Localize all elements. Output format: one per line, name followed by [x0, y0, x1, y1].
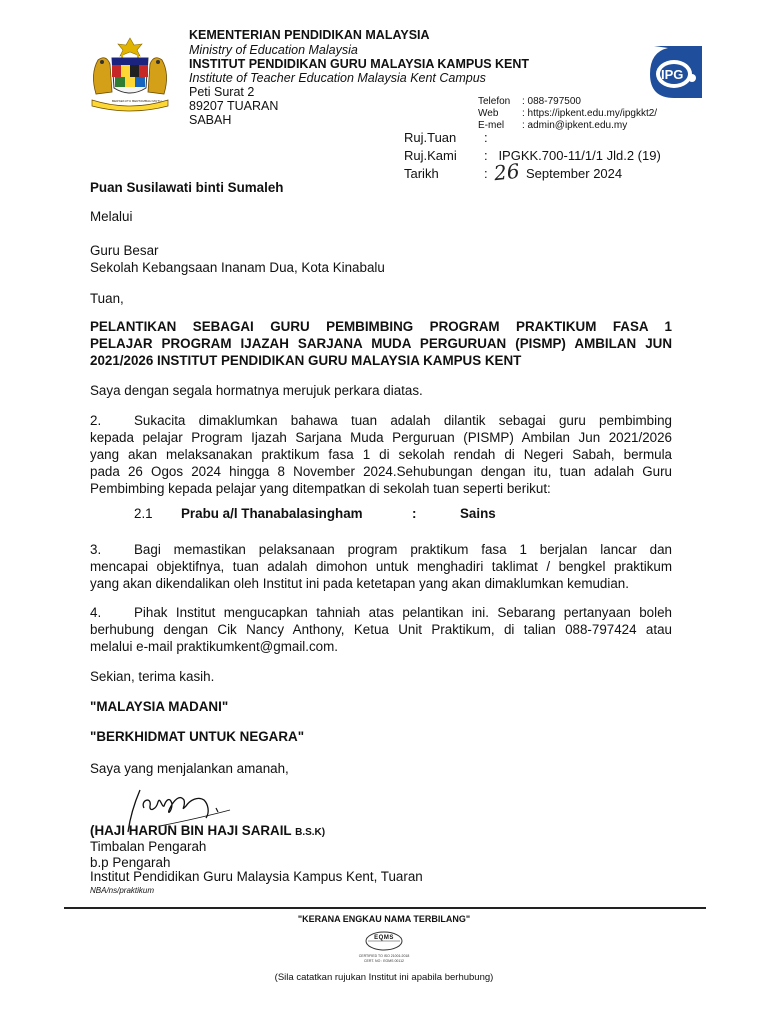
recipient-name: Puan Susilawati binti Sumaleh	[90, 180, 284, 195]
para4-line-1: Pihak Institut mengucapkan tahniah atas pelantikan ini. Sebarang pertanyaan boleh	[134, 605, 672, 620]
signatory-title-2: b.p Pengarah	[90, 855, 171, 870]
signatory-title-1: Timbalan Pengarah	[90, 839, 207, 854]
ministry-name-en: Ministry of Education Malaysia	[189, 43, 358, 57]
item-2-1-student-name: Prabu a/l Thanabalasingham	[181, 506, 363, 521]
recipient-via: Melalui	[90, 209, 133, 224]
address-line-2: 89207 TUARAN	[189, 99, 279, 113]
address-line-1: Peti Surat 2	[189, 85, 255, 99]
cert-line-2: CERT. NO : EOMS 00112	[364, 959, 404, 963]
para2-line-4: pada 26 Ogos 2024 hingga 8 November 2024.Sehubungan dengan itu, tuan adalah Guru	[90, 464, 672, 479]
contact-phone: Telefon : 088-797500	[478, 96, 581, 107]
eqms-cert-label: EQMS	[374, 935, 394, 941]
item-2-1-colon: :	[412, 506, 417, 521]
ruj-kami-value: : IPGKK.700-11/1/1 Jld.2 (19)	[484, 148, 661, 163]
para3-number: 3.	[90, 542, 102, 557]
signatory-org: Institut Pendidikan Guru Malaysia Kampus Kent, Tuaran	[90, 869, 423, 884]
para2-line-5: Pembimbing kepada pelajar yang ditempatkan di sekolah tuan seperti berikut:	[90, 481, 551, 496]
footer-motto: "KERANA ENGKAU NAMA TERBILANG"	[297, 914, 471, 924]
para2-number: 2.	[90, 413, 102, 428]
para2-line-2: kepada pelajar Program Ijazah Sarjana Muda Perguruan (PISMP) Ambilan Jun 2021/2026	[90, 430, 672, 445]
signatory-name: (HAJI HARUN BIN HAJI SARAIL B.S.K)	[90, 823, 326, 838]
subject-line-3: 2021/2026 INSTITUT PENDIDIKAN GURU MALAYSIA KAMPUS KENT	[90, 353, 522, 368]
salutation: Tuan,	[90, 291, 124, 306]
slogan-berkhidmat: "BERKHIDMAT UNTUK NEGARA"	[90, 729, 305, 744]
tarikh-day-handwritten: 26	[492, 158, 521, 186]
ruj-kami-label: Ruj.Kami	[404, 148, 457, 163]
recipient-position: Guru Besar	[90, 243, 159, 258]
footer-divider	[64, 907, 706, 909]
svg-text:IPG: IPG	[661, 67, 684, 82]
intro-paragraph: Saya dengan segala hormatnya merujuk perkara diatas.	[90, 383, 423, 398]
para4-line-3: melalui e-mail praktikumkent@gmail.com.	[90, 639, 339, 654]
item-2-1-subject: Sains	[460, 506, 496, 521]
para3-line-1: Bagi memastikan pelaksanaan program praktikum fasa 1 berjalan lancar dan	[134, 542, 672, 557]
para3-line-2: mencapai objektifnya, tuan adalah dimohon untuk menghadiri taklimat / bengkel praktikum	[90, 559, 672, 574]
para4-number: 4.	[90, 605, 102, 620]
contact-web: Web : https://ipkent.edu.my/ipgkkt2/	[478, 108, 658, 119]
para3-line-3: yang akan dikendalikan oleh Institut ini pada ketetapan yang akan dimaklumkan kemudian.	[90, 576, 629, 591]
crest-motto: BERSEKUTU BERTAMBAH MUTU	[112, 99, 162, 103]
subject-line-1: PELANTIKAN SEBAGAI GURU PEMBIMBING PROGRAM PRAKTIKUM FASA 1	[90, 319, 672, 334]
tarikh-label: Tarikh	[404, 166, 439, 181]
subject-line-2: PELAJAR PROGRAM IJAZAH SARJANA MUDA PERGURUAN (PISMP) AMBILAN JUN	[90, 336, 672, 351]
closing-thanks: Sekian, terima kasih.	[90, 669, 215, 684]
ruj-tuan-value: :	[484, 130, 488, 145]
contact-email: E-mel : admin@ipkent.edu.my	[478, 120, 628, 131]
institute-name-ms: INSTITUT PENDIDIKAN GURU MALAYSIA KAMPUS KENT	[189, 57, 530, 71]
para4-line-2: berhubung dengan Cik Nancy Anthony, Ketua Unit Praktikum, di talian 088-797424 atau	[90, 622, 672, 637]
tarikh-month-year: September 2024	[526, 166, 623, 181]
eqms-cert-icon	[364, 930, 404, 952]
footer-note: (Sila catatkan rujukan Institut ini apabila berhubung)	[274, 972, 494, 983]
address-line-3: SABAH	[189, 113, 232, 127]
recipient-school: Sekolah Kebangsaan Inanam Dua, Kota Kinabalu	[90, 260, 385, 275]
item-2-1-number: 2.1	[134, 506, 153, 521]
tarikh-colon: :	[484, 166, 488, 181]
ruj-tuan-label: Ruj.Tuan	[404, 130, 457, 145]
reference-initials: NBA/ns/praktikum	[90, 886, 155, 895]
slogan-malaysia-madani: "MALAYSIA MADANI"	[90, 699, 229, 714]
cert-line-1: CERTIFIED TO ISO 21001:2018	[358, 954, 410, 958]
para2-line-1: Sukacita dimaklumkan bahawa tuan adalah dilantik sebagai guru pembimbing	[134, 413, 672, 428]
para2-line-3: yang akan melaksanakan praktikum fasa 1 di sekolah rendah di Negeri Sabah, bermula	[90, 447, 672, 462]
institute-name-en: Institute of Teacher Education Malaysia Kent Campus	[189, 71, 486, 85]
ipg-logo-icon	[644, 40, 708, 104]
closing-amanah: Saya yang menjalankan amanah,	[90, 761, 289, 776]
ministry-name-ms: KEMENTERIAN PENDIDIKAN MALAYSIA	[189, 28, 430, 42]
